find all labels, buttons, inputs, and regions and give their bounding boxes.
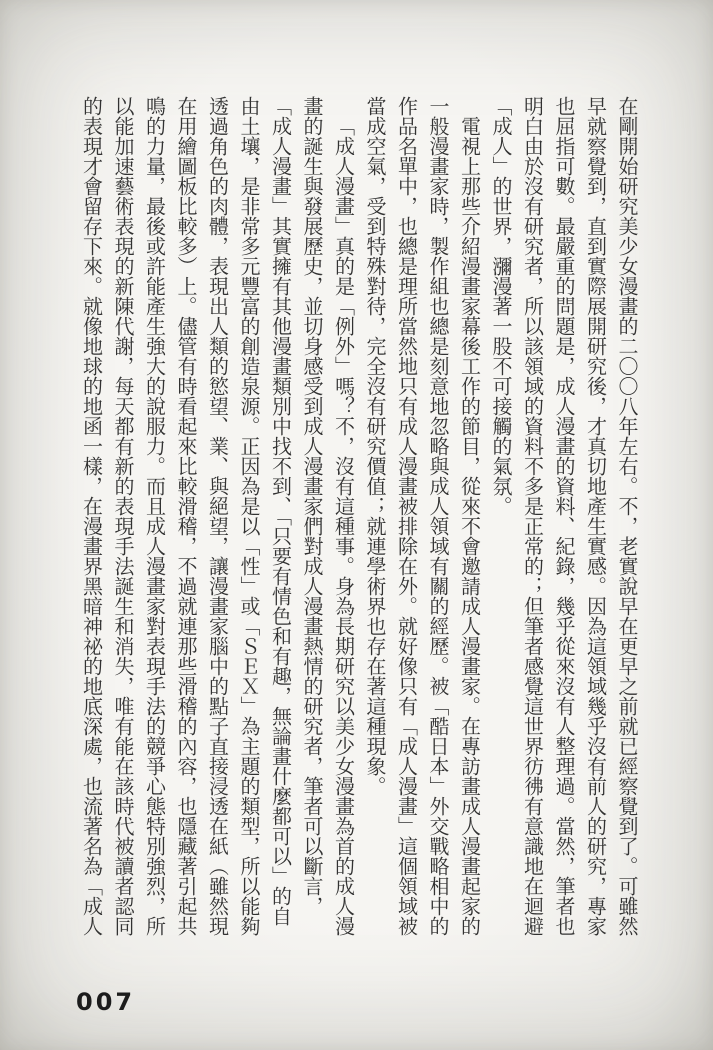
vertical-text-block: [74, 96, 641, 938]
paragraph-3: 「成人漫畫」真的是「例外」嗎？不，沒有這種事。身為長期研究以美少女漫畫為首的成人漫畫的誕生與發展歷史，並切身感受到成人漫畫家們對成人漫畫熱情的研究者，筆者可以斷言，「成人漫畫」其實擁有其他漫畫類別中找不到、「只要有情色和有趣，無論畫什麼都可以」的自由土壤，是非常多元豐富的創造泉源。正因為是以「性」或「ＳＥＸ」為主題的類型，所以能夠透過角色的肉體，表現出人類的慾望、業、與絕望，讓漫畫家腦中的點子直接浸透在紙（雖然現在用繪圖板比較多）上。儘管有時看起來比較滑稽，不過就連那些滑稽的內容，也隱藏著引起共鳴的力量，最後或許能產生強大的說服力。而且成人漫畫家對表現手法的競爭心態特別強烈，所以能加速藝術表現的新陳代謝，每天都有新的表現手法誕生和消失，唯有能在該時代被讀者認同的表現才會留存下來。就像地球的地函一樣，在漫畫界黑暗神祕的地底深處，也流著名為「成人: [79, 96, 354, 936]
paragraph-1: 在剛開始研究美少女漫畫的二〇〇八年左右。不，老實說早在更早之前就已經察覺到了。可雖然早就察覺到，直到實際展開研究後，才真切地產生實感。因為這領域幾乎沒有前人的研究，專家也屈指可數。最嚴重的問題是，成人漫畫的資料、紀錄，幾乎從來沒有人整理過。當然，筆者也明白由於沒有研究者，所以該領域的資料不多是正常的；但筆者感覺這世界彷彿有意識地在迴避「成人」的世界，瀰漫著一股不可接觸的氣氛。: [489, 96, 637, 936]
paragraph-2: 電視上那些介紹漫畫家幕後工作的節目，從來不會邀請成人漫畫家。在專訪畫成人漫畫起家的一般漫畫家時，製作組也總是刻意地忽略與成人領域有關的經歷。被「酷日本」外交戰略相中的作品名單中，也總是理所當然地只有成人漫畫被排除在外。就好像只有「成人漫畫」這個領域被當成空氣，受到特殊對待，完全沒有研究價值；就連學術界也存在著這種現象。: [363, 96, 480, 936]
page-number: 007: [76, 988, 136, 1016]
